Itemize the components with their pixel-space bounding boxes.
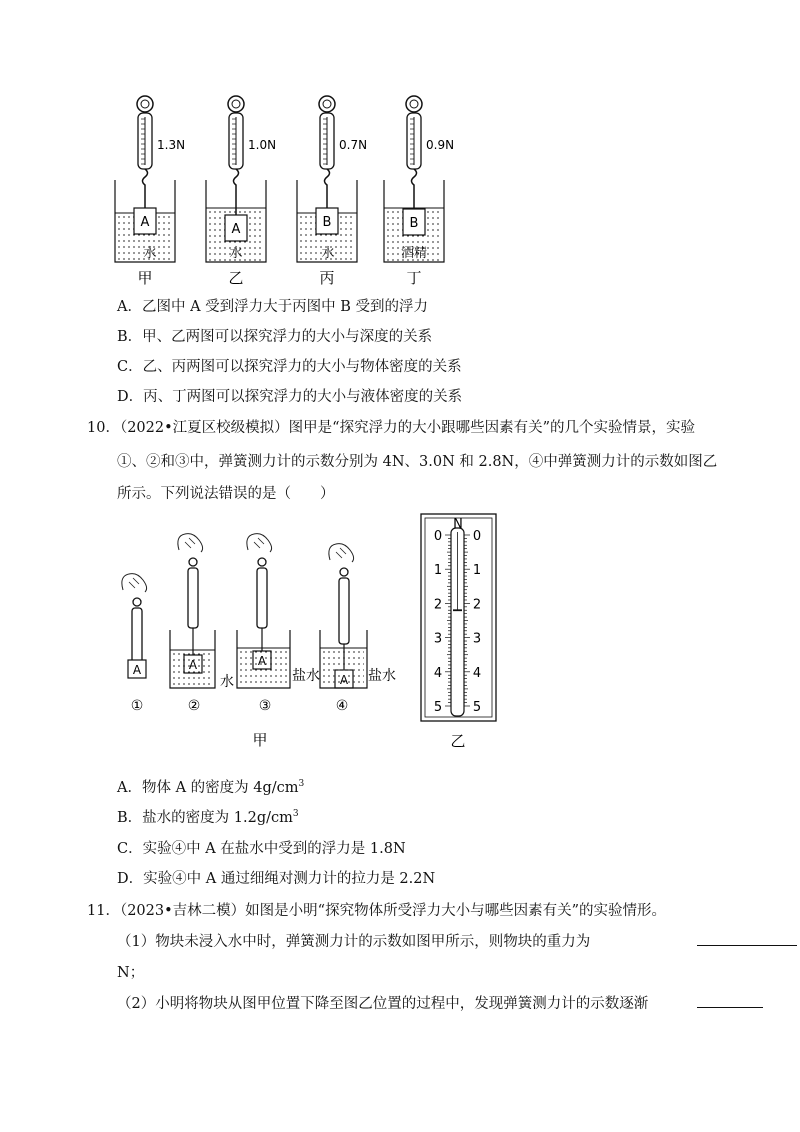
ring	[133, 598, 141, 606]
q11-stem: 11．（2023•吉林二模）如图是小明“探究物体所受浮力大小与哪些因素有关”的实验情形。	[87, 903, 666, 919]
q9-option-a: A．乙图中 A 受到浮力大于丙图中 B 受到的浮力	[117, 299, 429, 315]
q9-option-c: C．乙、丙两图可以探究浮力的大小与物体密度的关系	[117, 359, 462, 375]
caption: 丁	[406, 269, 422, 287]
caption-left: 甲	[252, 731, 268, 749]
q9-figure	[0, 0, 800, 300]
block-label: A	[339, 673, 349, 687]
liquid-label: 酒精	[400, 246, 428, 261]
q10-stem-line2: ①、②和③中，弹簧测力计的示数分别为 4N、3.0N 和 2.8N，④中弹簧测力计的示数如图乙	[117, 454, 718, 470]
spring-scale	[257, 568, 267, 628]
ring	[137, 96, 153, 112]
fig10-scale-panel	[421, 514, 496, 721]
step-number: ③	[258, 698, 272, 714]
q9-option-d: D．丙、丁两图可以探究浮力的大小与液体密度的关系	[117, 389, 463, 405]
tick-label: 1	[472, 563, 482, 579]
hook	[143, 169, 148, 208]
spring-scale	[339, 578, 349, 644]
ring	[258, 558, 266, 566]
tick-label: 5	[433, 700, 443, 715]
q10-stem-line3: 所示。下列说法错误的是（ ）	[117, 486, 335, 502]
ring	[319, 96, 335, 112]
label-saltwater-3: 盐水	[292, 668, 320, 684]
tick-label: 3	[472, 631, 482, 647]
liquid-label: 水	[143, 246, 157, 261]
tick-label: 3	[433, 631, 443, 647]
spring-scale	[188, 568, 198, 628]
label-saltwater-4: 盐水	[368, 668, 396, 684]
block-label: B	[322, 215, 332, 230]
step-number: ④	[335, 698, 349, 714]
fig10-step-3	[237, 534, 290, 714]
fig9-setup-1	[115, 96, 185, 287]
q11-answer-blank-2[interactable]	[697, 993, 763, 1008]
caption: 丙	[319, 269, 335, 287]
tick-label: 4	[433, 665, 443, 681]
ring	[228, 96, 244, 112]
tick-label: 2	[433, 597, 443, 613]
caption: 乙	[228, 269, 244, 287]
tick-label: 0	[433, 529, 443, 544]
q9-option-b: B．甲、乙两图可以探究浮力的大小与深度的关系	[117, 329, 433, 345]
q10-option-a: A．物体 A 的密度为 $4g/cm^3$	[117, 779, 305, 796]
caption-right: 乙	[450, 732, 466, 750]
block-label: B	[409, 216, 419, 231]
q11-part2: （2）小明将物块从图甲位置下降至图乙位置的过程中，发现弹簧测力计的示数逐渐	[117, 996, 649, 1012]
q10-option-c: C．实验④中 A 在盐水中受到的浮力是 1.8N	[117, 841, 406, 857]
reading-label: 1.3N	[157, 138, 186, 152]
q11-answer-blank-1[interactable]	[697, 931, 797, 946]
fig10-step-2	[170, 534, 215, 714]
reading-label: 0.7N	[339, 138, 368, 152]
block-label: A	[257, 654, 267, 668]
fig9-setup-2	[206, 96, 276, 287]
block-label: A	[231, 222, 241, 237]
reading-label: 0.9N	[426, 138, 455, 152]
reading-label: 1.0N	[248, 138, 277, 152]
step-number: ①	[130, 698, 144, 714]
fig9-setup-3	[297, 96, 367, 287]
tick-label: 1	[433, 563, 443, 579]
tick-label: 2	[472, 597, 482, 613]
q10-option-d: D．实验④中 A 通过细绳对测力计的拉力是 2.2N	[117, 871, 436, 887]
hand	[122, 574, 147, 592]
q11-part1: （1）物块未浸入水中时，弹簧测力计的示数如图甲所示，则物块的重力为	[117, 934, 591, 950]
liquid-label: 水	[321, 246, 335, 261]
tick-label: 0	[472, 529, 482, 544]
block-label: A	[140, 215, 150, 230]
liquid-label: 水	[229, 246, 243, 261]
tick-label: 4	[472, 665, 482, 681]
hand	[329, 544, 354, 562]
hand	[178, 534, 203, 552]
step-number: ②	[187, 698, 201, 714]
fig10-step-4	[320, 544, 367, 714]
hook	[412, 169, 417, 209]
fig10-step-1	[122, 574, 147, 714]
block-label: A	[132, 663, 142, 677]
hook	[325, 169, 330, 208]
spring-scale	[132, 608, 142, 668]
q10-figure	[0, 508, 800, 768]
hand	[247, 534, 272, 552]
unit-label: N	[453, 517, 463, 532]
ring	[340, 568, 348, 576]
label-water: 水	[220, 674, 234, 690]
q10-option-b: B．盐水的密度为 $1.2g/cm^3$	[117, 809, 299, 826]
tick-label: 5	[472, 700, 482, 715]
fig9-setup-4	[384, 96, 454, 287]
q11-part1-unit: N；	[117, 965, 145, 981]
ring	[189, 558, 197, 566]
block-label: A	[188, 658, 198, 672]
ring	[406, 96, 422, 112]
q10-stem-line1: 10．（2022•江夏区校级模拟）图甲是“探究浮力的大小跟哪些因素有关”的几个实验情景，实验	[87, 420, 695, 436]
caption: 甲	[137, 269, 153, 287]
